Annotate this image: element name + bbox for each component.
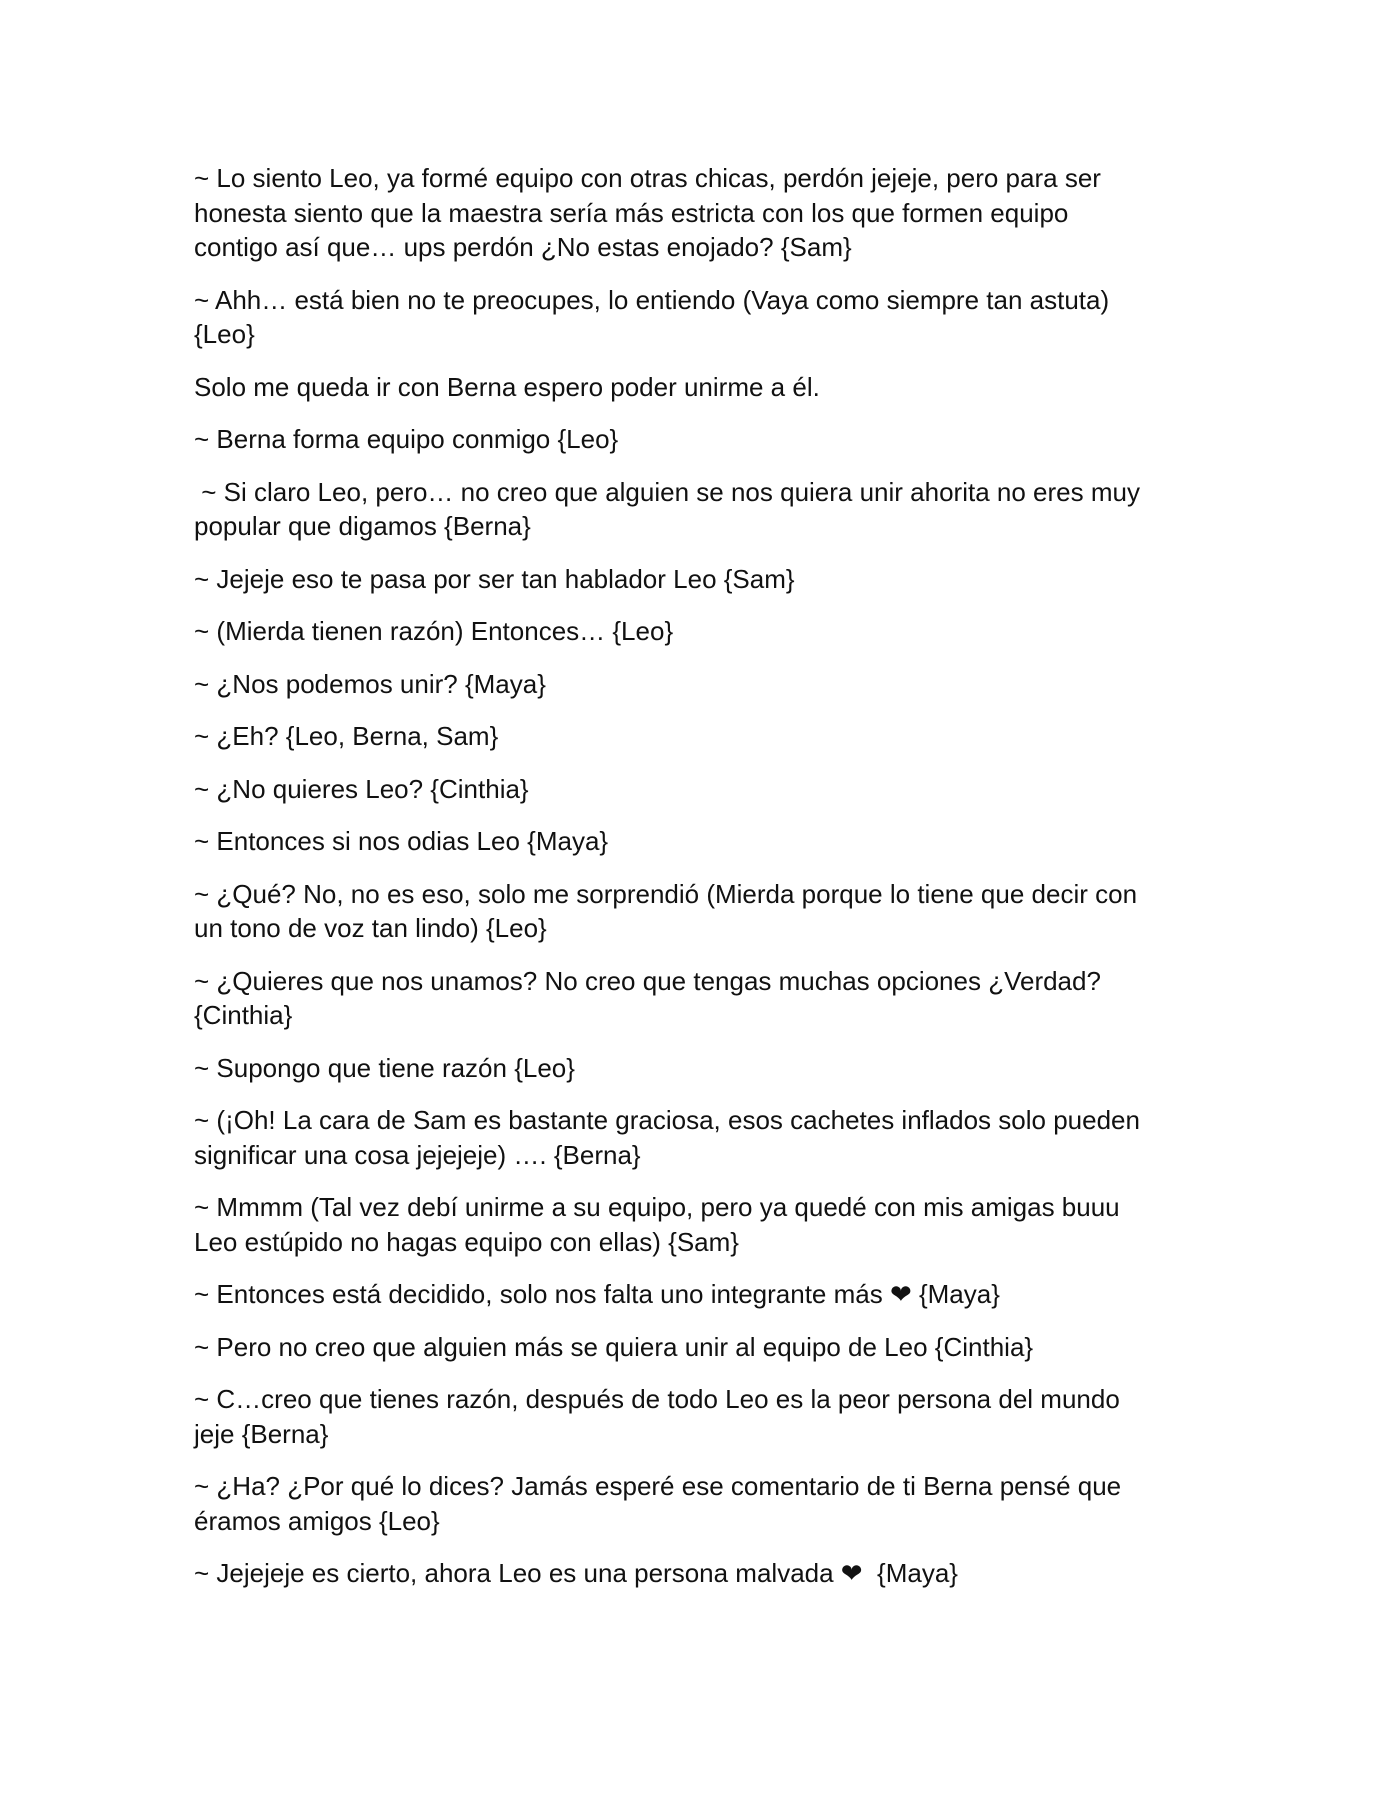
paragraph-5: ~ Si claro Leo, pero… no creo que alguien se nos quiera unir ahorita no eres muy popular que digamos {Berna} <box>194 476 1140 541</box>
paragraph-3: Solo me queda ir con Berna espero poder unirme a él. <box>194 371 820 402</box>
paragraph-13: ~ ¿Quieres que nos unamos? No creo que tengas muchas opciones ¿Verdad? {Cinthia} <box>194 965 1101 1030</box>
paragraph-17: ~ Entonces está decidido, solo nos falta uno integrante más ❤ {Maya} <box>194 1279 1000 1309</box>
paragraph-16: ~ Mmmm (Tal vez debí unirme a su equipo, pero ya quedé con mis amigas buuu Leo estúpido no hagas equipo con ellas) {Sam} <box>194 1192 1120 1257</box>
paragraph-10: ~ ¿No quieres Leo? {Cinthia} <box>194 773 529 804</box>
paragraph-21: ~ Jejejeje es cierto, ahora Leo es una persona malvada ❤ {Maya} <box>194 1558 958 1588</box>
paragraph-2: ~ Ahh… está bien no te preocupes, lo entiendo (Vaya como siempre tan astuta) {Leo} <box>194 284 1110 349</box>
paragraph-18: ~ Pero no creo que alguien más se quiera unir al equipo de Leo {Cinthia} <box>194 1331 1034 1362</box>
paragraph-1: ~ Lo siento Leo, ya formé equipo con otras chicas, perdón jejeje, pero para ser honesta siento que la maestra sería más estricta con los que formen equipo contigo así que… ups perdón ¿No estas enojado? {Sam} <box>194 163 1101 262</box>
paragraph-9: ~ ¿Eh? {Leo, Berna, Sam} <box>194 721 499 751</box>
paragraph-4: ~ Berna forma equipo conmigo {Leo} <box>194 424 619 454</box>
paragraph-15: ~ (¡Oh! La cara de Sam es bastante graciosa, esos cachetes inflados solo pueden significar una cosa jejejeje) …. {Berna} <box>194 1105 1140 1170</box>
paragraph-12: ~ ¿Qué? No, no es eso, solo me sorprendió (Mierda porque lo tiene que decir con un tono de voz tan lindo) {Leo} <box>194 878 1138 943</box>
paragraph-11: ~ Entonces si nos odias Leo {Maya} <box>194 826 609 856</box>
paragraph-19: ~ C…creo que tienes razón, después de todo Leo es la peor persona del mundo jeje {Berna} <box>194 1384 1120 1449</box>
paragraph-7: ~ (Mierda tienen razón) Entonces… {Leo} <box>194 616 674 646</box>
document-page <box>194 161 1224 1609</box>
paragraph-20: ~ ¿Ha? ¿Por qué lo dices? Jamás esperé ese comentario de ti Berna pensé que éramos amigos {Leo} <box>194 1471 1122 1536</box>
paragraph-14: ~ Supongo que tiene razón {Leo} <box>194 1052 575 1083</box>
paragraph-6: ~ Jejeje eso te pasa por ser tan hablador Leo {Sam} <box>194 563 795 594</box>
paragraph-8: ~ ¿Nos podemos unir? {Maya} <box>194 668 546 699</box>
